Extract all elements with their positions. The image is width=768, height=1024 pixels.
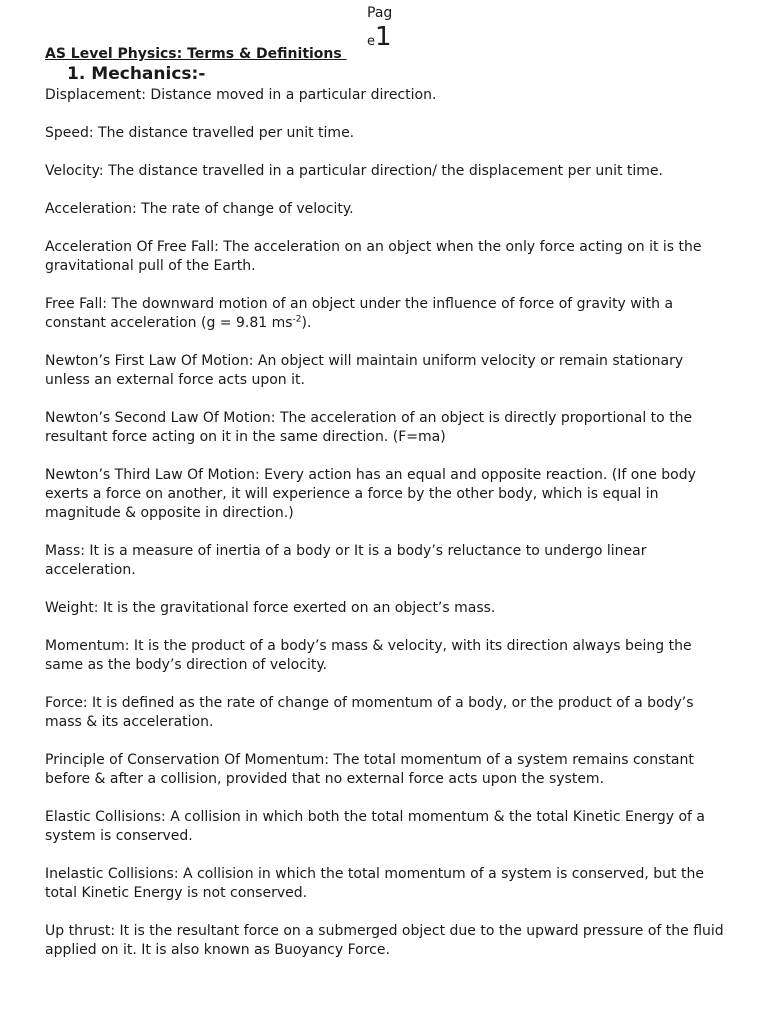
definition-item: Momentum: It is the product of a body’s mass & velocity, with its direction always being the same as the body’s direction of velocity. bbox=[45, 638, 692, 673]
definition-item: Mass: It is a measure of inertia of a body or It is a body’s reluctance to undergo linear acceleration. bbox=[45, 543, 647, 578]
document-title: AS Level Physics: Terms & Definitions bbox=[45, 46, 347, 62]
definition-item: Force: It is defined as the rate of change of momentum of a body, or the product of a body’s mass & its acceleration. bbox=[45, 695, 694, 730]
definitions-list bbox=[45, 86, 725, 979]
definition-item: Weight: It is the gravitational force exerted on an object’s mass. bbox=[45, 600, 496, 616]
definition-item: Displacement: Distance moved in a particular direction. bbox=[45, 87, 437, 103]
section-title: Mechanics:- bbox=[91, 64, 206, 84]
definition-item: Velocity: The distance travelled in a particular direction/ the displacement per unit time. bbox=[45, 163, 663, 179]
definition-item: Acceleration Of Free Fall: The acceleration on an object when the only force acting on it is the gravitational pull of the Earth. bbox=[45, 239, 702, 274]
definition-item: Up thrust: It is the resultant force on a submerged object due to the upward pressure of the fluid applied on it. It is also known as Buoyancy Force. bbox=[45, 923, 724, 958]
definition-item: Newton’s Third Law Of Motion: Every action has an equal and opposite reaction. (If one body exerts a force on another, it will experience a force by the other body, which is equal in magnitude & opposite in direction.) bbox=[45, 467, 696, 521]
definition-item-free-fall bbox=[45, 295, 725, 333]
page-number-value: 1 bbox=[375, 22, 392, 52]
free-fall-tail: ). bbox=[301, 315, 312, 331]
definition-item: Inelastic Collisions: A collision in which the total momentum of a system is conserved, but the total Kinetic Energy is not conserved. bbox=[45, 866, 704, 901]
page-number-e: e bbox=[367, 34, 375, 49]
section-heading bbox=[67, 63, 205, 85]
definition-item: Newton’s Second Law Of Motion: The acceleration of an object is directly proportional to the resultant force acting on it in the same direction. (F=ma) bbox=[45, 410, 693, 445]
free-fall-text: Free Fall: The downward motion of an object under the influence of force of gravity with a constant acceleration (g = 9.81 ms bbox=[45, 296, 674, 331]
definition-item: Newton’s First Law Of Motion: An object will maintain uniform velocity or remain stationary unless an external force acts upon it. bbox=[45, 353, 684, 388]
definition-item: Principle of Conservation Of Momentum: The total momentum of a system remains constant before & after a collision, provided that no external force acts upon the system. bbox=[45, 752, 694, 787]
page-number-bottom bbox=[367, 22, 427, 57]
definition-item: Acceleration: The rate of change of velocity. bbox=[45, 201, 354, 217]
section-number: 1. bbox=[67, 64, 86, 84]
definition-item: Elastic Collisions: A collision in which both the total momentum & the total Kinetic Energy of a system is conserved. bbox=[45, 809, 705, 844]
free-fall-exponent: -2 bbox=[292, 314, 302, 325]
page-number-top: Pag bbox=[367, 5, 393, 21]
definition-item: Speed: The distance travelled per unit time. bbox=[45, 125, 355, 141]
page-number bbox=[367, 4, 427, 57]
